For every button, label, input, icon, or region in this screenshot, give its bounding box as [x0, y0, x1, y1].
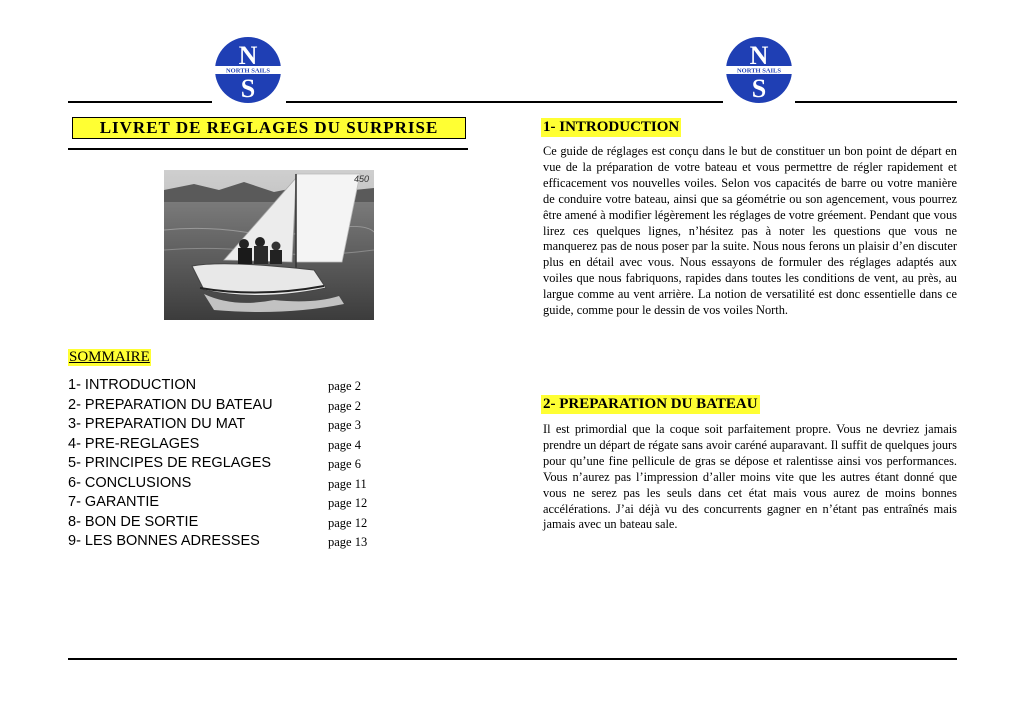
toc-row-preparation-mat[interactable] [68, 415, 398, 435]
toc-page: page 3 [328, 418, 361, 432]
toc-label: 4- PRE-REGLAGES [68, 435, 200, 452]
header-rule-left-a [68, 101, 212, 103]
section-heading-introduction: 1- INTRODUCTION [543, 119, 680, 135]
table-of-contents [68, 376, 398, 552]
toc-label: 5- PRINCIPES DE REGLAGES [68, 455, 272, 471]
logo-text: NORTH SAILS [736, 67, 782, 75]
document-title: LIVRET DE REGLAGES DU SURPRISE [72, 117, 466, 139]
toc-page: page 6 [328, 457, 361, 471]
section-body-preparation-bateau: Il est primordial que la coque soit parfaitement propre. Vous ne devriez jamais prendre un départ de régate sans avoir caréné auparavant. Il suffit de quelques jours pour qu’une fine pellicule de gras se dépose et ralentisse ainsi vos performances. Vous n’aurez pas l’impression d’aller moins vite que les autres étant donné que vous ne serez pas les seuls dans cet état mais vous aurez de moins bonnes accélérations. J’ai déjà vu des concurrents gagner en n’étant pas entraînés mais jamais avec un bateau sale. [543, 422, 957, 532]
toc-page: page 11 [328, 476, 367, 491]
logo-letter-n: N [749, 41, 769, 70]
toc-row-principes-reglages[interactable] [68, 454, 398, 474]
logo-letter-s: S [751, 74, 767, 103]
toc-page: page 12 [328, 496, 368, 510]
footer-rule [68, 658, 957, 660]
toc-row-garantie[interactable] [68, 493, 398, 513]
toc-label: 2- PREPARATION DU BATEAU [68, 396, 273, 413]
toc-page: page 4 [328, 437, 361, 452]
toc-row-bon-de-sortie[interactable] [68, 513, 398, 533]
sailboat-photo [164, 170, 374, 320]
toc-page: page 2 [328, 398, 361, 413]
logo-text: NORTH SAILS [225, 67, 271, 75]
toc-label: 3- PREPARATION DU MAT [68, 416, 246, 432]
toc-label: 8- BON DE SORTIE [68, 513, 199, 530]
toc-label: 9- LES BONNES ADRESSES [68, 533, 260, 549]
north-sails-logo-left [214, 36, 282, 104]
toc-label: 6- CONCLUSIONS [68, 474, 192, 491]
north-sails-logo-right [725, 36, 793, 104]
toc-row-introduction[interactable] [68, 376, 398, 396]
toc-row-conclusions[interactable] [68, 474, 398, 494]
logo-letter-s: S [240, 74, 256, 103]
toc-page: page 12 [328, 515, 368, 530]
logo-letter-n: N [238, 41, 258, 70]
sail-number: 450 [354, 174, 370, 184]
toc-label: 7- GARANTIE [68, 494, 160, 510]
header-rule-right [795, 101, 957, 103]
toc-row-bonnes-adresses[interactable] [68, 532, 398, 552]
toc-page: page 13 [328, 535, 368, 549]
header-rule-center [286, 101, 723, 103]
toc-page: page 2 [328, 379, 361, 393]
toc-row-pre-reglages[interactable] [68, 435, 398, 455]
section-body-introduction: Ce guide de réglages est conçu dans le but de constituer un bon point de départ en vue de la préparation de votre bateau et vous permettre de régler rapidement et efficacement vos nouvelles voiles. Selon vos capacités de barre ou votre manière de conduire votre bateau, ainsi que sa géométrie ou son agencement, vous pourrez être amené à modifier légèrement les réglages de votre gréement. Pendant que vous lirez ces quelques lignes, n’hésitez pas à noter les questions que vous ne manquerez pas de nous poser par la suite. Nous nous ferons un plaisir d’en discuter plus en détail avec vous. Nous essayons de formuler des réglages adaptés aux voiles que nous fabriquons, rapides dans toutes les conditions de vent, au près, au largue comme au vent arrière. La notion de versatilité est donc essentielle dans ce guide, comme pour le dessin de vos voiles North. [543, 144, 957, 318]
section-heading-preparation-bateau: 2- PREPARATION DU BATEAU [543, 396, 758, 412]
sommaire-heading: SOMMAIRE [69, 349, 150, 365]
toc-label: 1- INTRODUCTION [68, 377, 197, 393]
title-underline [68, 148, 468, 150]
toc-row-preparation-bateau[interactable] [68, 396, 398, 416]
